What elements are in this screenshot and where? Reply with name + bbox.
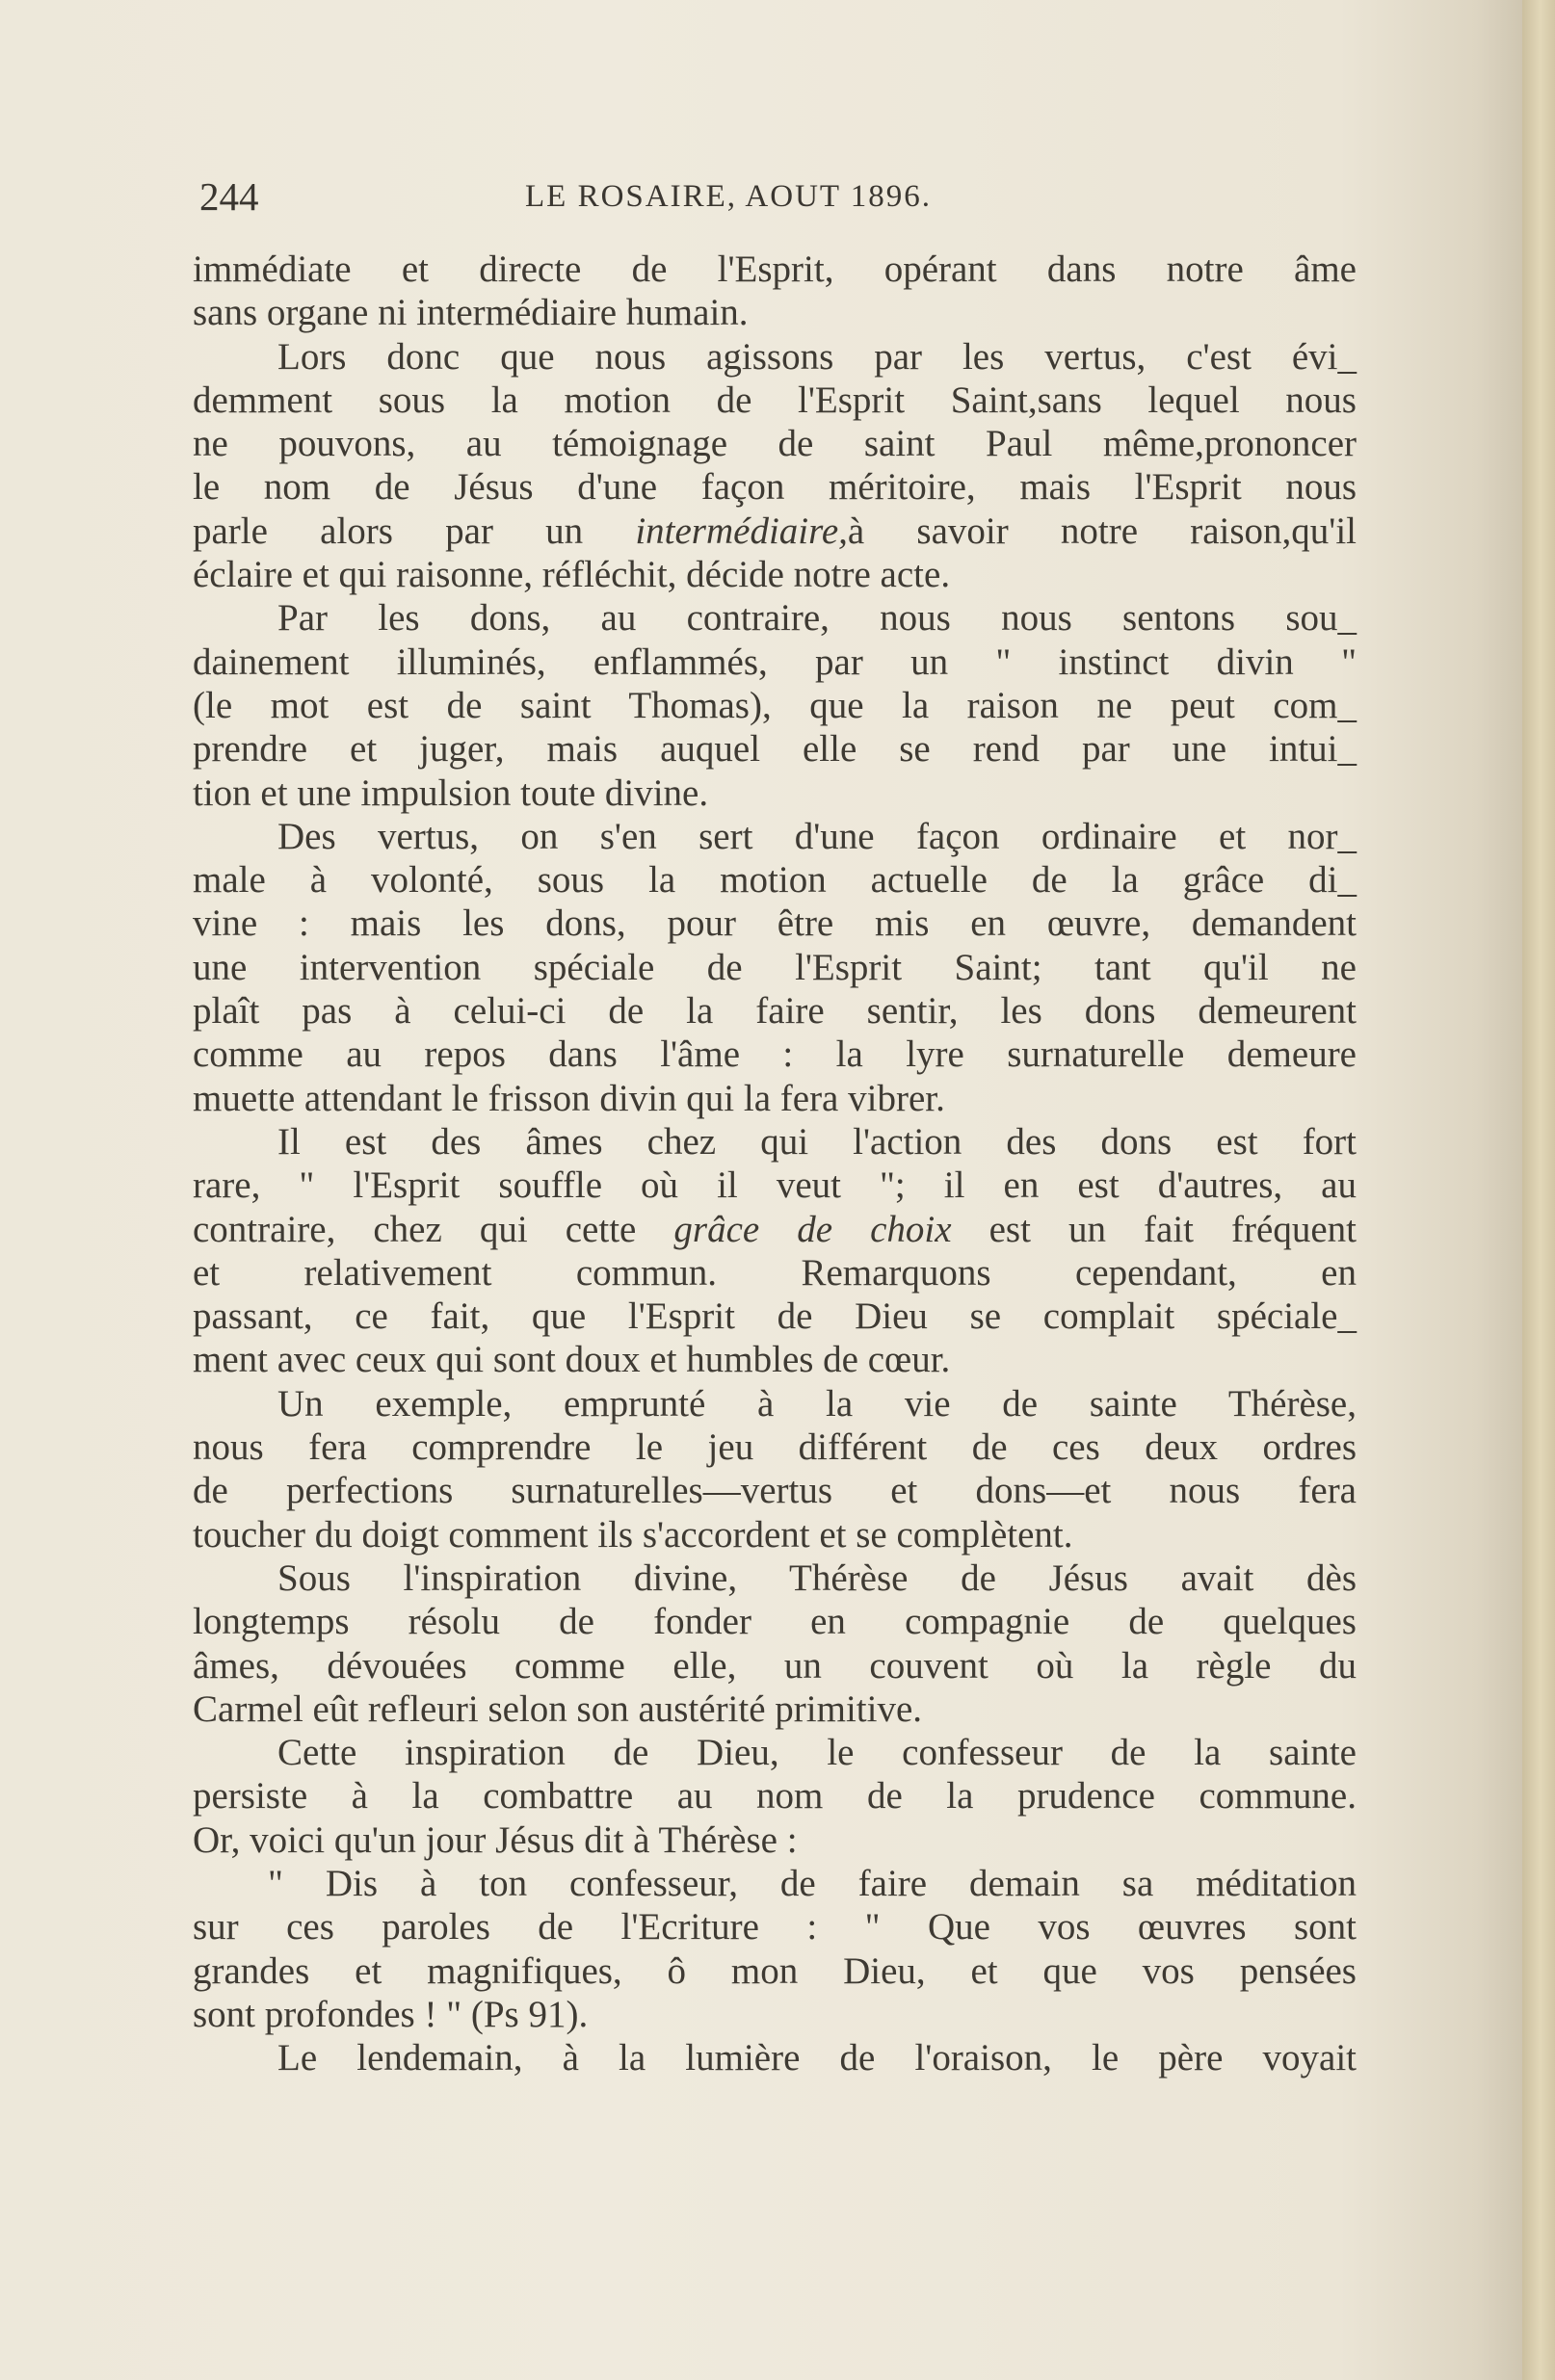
italic-word: intermédiaire, — [635, 510, 848, 552]
text-fragment: est un fait fréquent — [951, 1208, 1357, 1250]
text-line-36: persiste à la combattre au nom de la prudence commune. — [193, 1775, 1357, 1818]
text-line-23 — [193, 1208, 1357, 1251]
text-line-8: éclaire et qui raisonne, réfléchit, décide notre acte. — [193, 554, 951, 596]
text-line-10: dainement illuminés, enflammés, par un " instinct divin " — [193, 641, 1357, 683]
text-line-19: comme au repos dans l'âme : la lyre surnaturelle demeure — [193, 1033, 1357, 1076]
page-number: 244 — [199, 174, 259, 219]
text-line-17: une intervention spéciale de l'Esprit Saint; tant qu'il ne — [193, 946, 1357, 988]
text-fragment: contraire, chez qui cette — [193, 1208, 674, 1250]
running-head — [199, 173, 1317, 231]
text-line-16: vine : mais les dons, pour être mis en œuvre, demandent — [193, 902, 1357, 945]
text-line-2: sans organe ni intermédiaire humain. — [193, 292, 749, 334]
text-line-30: toucher du doigt comment ils s'accordent et se complètent. — [193, 1513, 1073, 1556]
text-line-21: Il est des âmes chez qui l'action des dons est fort — [277, 1120, 1357, 1163]
running-title: LE ROSAIRE, AOUT 1896. — [525, 179, 932, 214]
body-text — [193, 248, 1357, 2079]
text-line-25: passant, ce fait, que l'Esprit de Dieu se complait spéciale_ — [193, 1295, 1357, 1338]
text-line-5: ne pouvons, au témoignage de saint Paul même,prononcer — [193, 423, 1357, 465]
text-line-11: (le mot est de saint Thomas), que la raison ne peut com_ — [193, 684, 1357, 726]
text-line-26: ment avec ceux qui sont doux et humbles de cœur. — [193, 1339, 951, 1381]
text-line-7 — [193, 510, 1357, 553]
text-line-14: Des vertus, on s'en sert d'une façon ordinaire et nor_ — [277, 815, 1357, 857]
text-line-9: Par les dons, au contraire, nous nous sentons sou_ — [277, 597, 1357, 640]
text-line-41: sont profondes ! " (Ps 91). — [193, 1993, 589, 2035]
text-fragment: parle alors par un — [193, 510, 636, 552]
text-line-27: Un exemple, emprunté à la vie de sainte Thérèse, — [277, 1382, 1357, 1425]
text-line-37: Or, voici qu'un jour Jésus dit à Thérèse : — [193, 1818, 798, 1861]
text-line-3: Lors donc que nous agissons par les vertus, c'est évi_ — [277, 335, 1357, 378]
text-line-6: le nom de Jésus d'une façon méritoire, mais l'Esprit nous — [193, 466, 1357, 509]
text-line-12: prendre et juger, mais auquel elle se rend par une intui_ — [193, 728, 1357, 771]
text-line-40: grandes et magnifiques, ô mon Dieu, et que vos pensées — [193, 1949, 1357, 1992]
text-line-13: tion et une impulsion toute divine. — [193, 772, 709, 814]
text-line-29: de perfections surnaturelles—vertus et dons—et nous fera — [193, 1470, 1357, 1512]
text-line-32: longtemps résolu de fonder en compagnie de quelques — [193, 1601, 1357, 1643]
text-line-1: immédiate et directe de l'Esprit, opérant dans notre âme — [193, 248, 1357, 290]
text-line-33: âmes, dévouées comme elle, un couvent où la règle du — [193, 1644, 1357, 1687]
text-line-15: male à volonté, sous la motion actuelle de la grâce di_ — [193, 859, 1357, 902]
text-fragment: à savoir notre raison,qu'il — [847, 510, 1357, 552]
text-line-42: Le lendemain, à la lumière de l'oraison, le père voyait — [277, 2037, 1357, 2079]
italic-phrase: grâce de choix — [673, 1208, 952, 1250]
text-line-4: demment sous la motion de l'Esprit Saint,sans lequel nous — [193, 379, 1357, 421]
text-line-22: rare, " l'Esprit souffle où il veut "; il en est d'autres, au — [193, 1164, 1357, 1207]
text-line-35: Cette inspiration de Dieu, le confesseur de la sainte — [277, 1732, 1357, 1774]
page-binding-edge — [1522, 0, 1555, 2380]
text-line-24: et relativement commun. Remarquons cependant, en — [193, 1251, 1357, 1294]
text-line-34: Carmel eût refleuri selon son austérité primitive. — [193, 1687, 923, 1730]
text-line-18: plaît pas à celui-ci de la faire sentir, les dons demeurent — [193, 990, 1357, 1033]
text-line-38: " Dis à ton confesseur, de faire demain sa méditation — [268, 1862, 1357, 1904]
text-line-28: nous fera comprendre le jeu différent de ces deux ordres — [193, 1426, 1357, 1469]
text-line-20: muette attendant le frisson divin qui la fera vibrer. — [193, 1077, 945, 1119]
text-line-39: sur ces paroles de l'Ecriture : " Que vos œuvres sont — [193, 1906, 1357, 1948]
text-line-31: Sous l'inspiration divine, Thérèse de Jésus avait dès — [277, 1556, 1357, 1599]
